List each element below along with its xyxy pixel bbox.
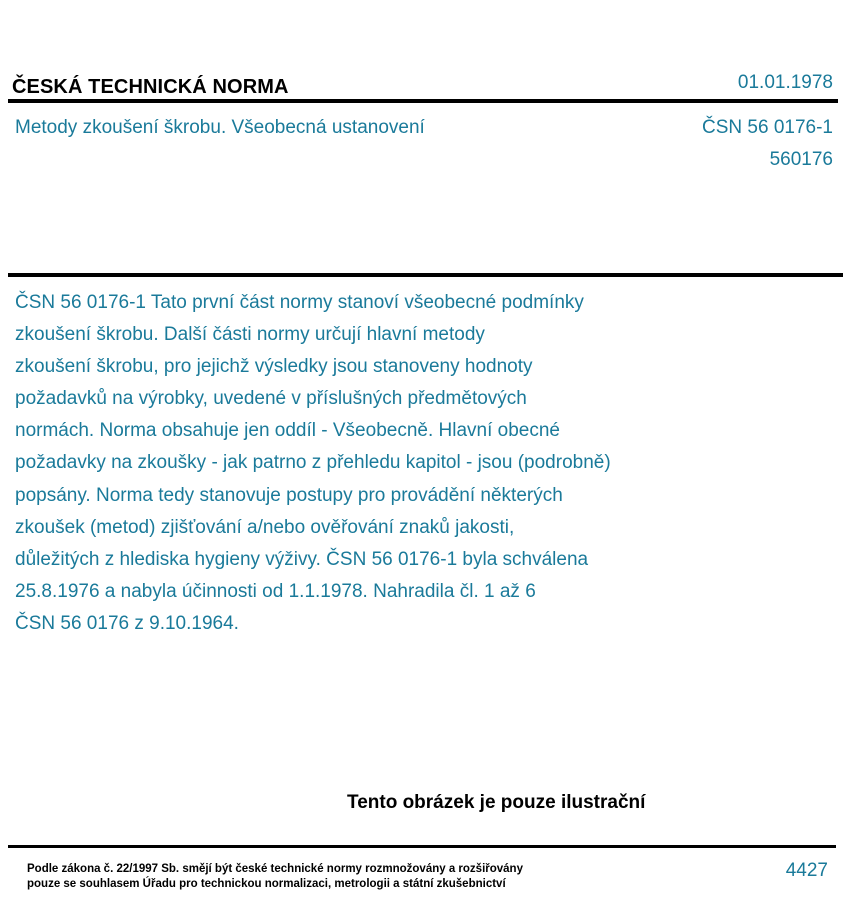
- abstract-line: 25.8.1976 a nabyla účinnosti od 1.1.1978. Nahradila čl. 1 až 6: [15, 580, 536, 602]
- abstract-line: zkoušek (metod) zjišťování a/nebo ověřování znaků jakosti,: [15, 516, 515, 538]
- abstract-line: požadavky na zkoušky - jak patrno z přehledu kapitol - jsou (podrobně): [15, 452, 611, 474]
- section-divider: [8, 273, 843, 277]
- footer-divider: [8, 845, 836, 848]
- page-number: 4427: [785, 860, 828, 881]
- catalog-number: 560176: [769, 149, 833, 170]
- abstract-line: ČSN 56 0176 z 9.10.1964.: [15, 612, 239, 634]
- standard-code: ČSN 56 0176-1: [702, 117, 833, 138]
- legal-notice-line-1: Podle zákona č. 22/1997 Sb. smějí být české technické normy rozmnožovány a rozšiřovány: [27, 863, 523, 875]
- illustration-notice: Tento obrázek je pouze ilustrační: [347, 792, 646, 813]
- abstract-line: požadavků na výrobky, uvedené v příslušných předmětových: [15, 388, 527, 410]
- abstract-line: důležitých z hlediska hygieny výživy. ČSN 56 0176-1 byla schválena: [15, 548, 589, 570]
- header-divider: [8, 99, 838, 103]
- standard-heading: ČESKÁ TECHNICKÁ NORMA: [12, 76, 289, 98]
- abstract-line: popsány. Norma tedy stanovuje postupy pro provádění některých: [15, 484, 563, 506]
- abstract-line: normách. Norma obsahuje jen oddíl - Všeobecně. Hlavní obecné: [15, 420, 560, 442]
- document-title: Metody zkoušení škrobu. Všeobecná ustanovení: [15, 117, 425, 138]
- legal-notice: [27, 862, 523, 892]
- abstract-line: zkoušení škrobu, pro jejichž výsledky jsou stanoveny hodnoty: [15, 356, 533, 378]
- abstract-line: ČSN 56 0176-1 Tato první část normy stanoví všeobecné podmínky: [15, 292, 584, 313]
- abstract-text: [15, 287, 705, 640]
- legal-notice-line-2: pouze se souhlasem Úřadu pro technickou normalizaci, metrologii a státní zkušebnictví: [27, 878, 506, 890]
- abstract-line: zkoušení škrobu. Další části normy určují hlavní metody: [15, 324, 485, 346]
- issue-date: 01.01.1978: [737, 72, 833, 93]
